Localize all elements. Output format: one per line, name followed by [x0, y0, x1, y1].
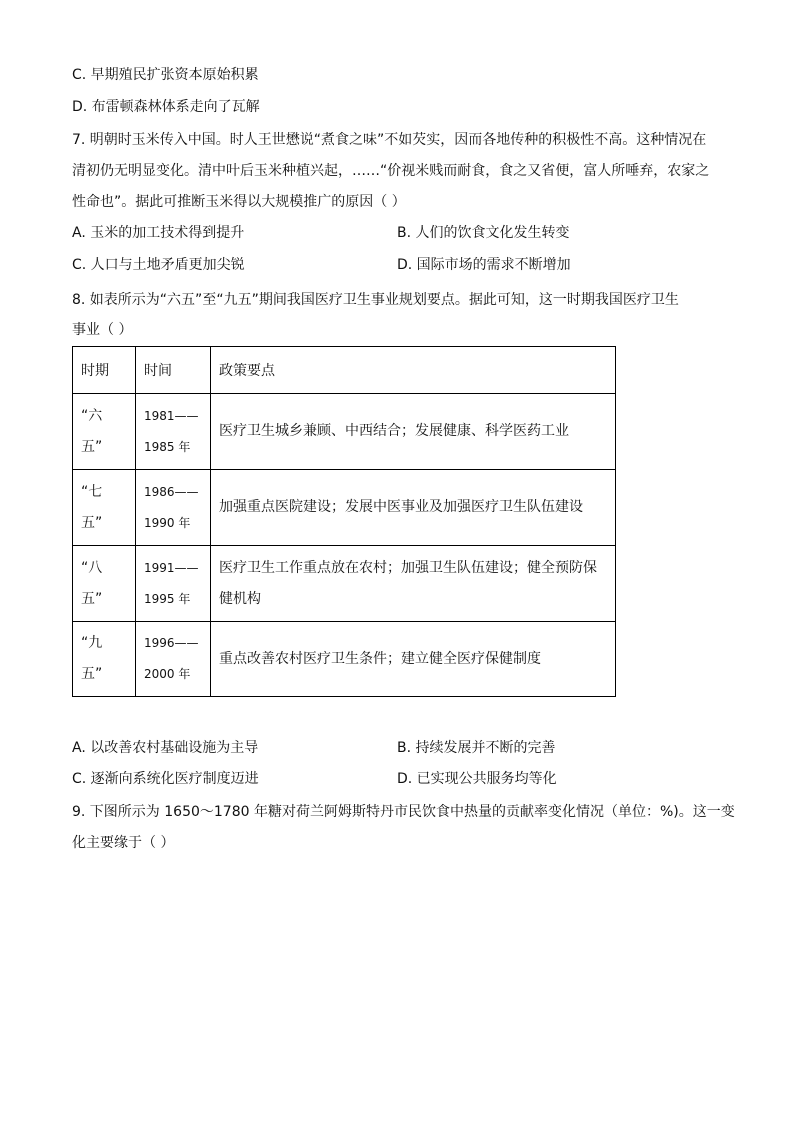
period-line: 五”: [81, 590, 103, 607]
prev-option-d: D. 布雷顿森林体系走向了瓦解: [72, 99, 260, 115]
period-line: 五”: [81, 514, 103, 531]
q8-option-b: B. 持续发展并不断的完善: [397, 740, 556, 756]
table-header-cell: 政策要点: [211, 347, 616, 394]
points-line: 医疗卫生城乡兼顾、中西结合；发展健康、科学医药工业: [219, 423, 569, 439]
years-line: 1995 年: [144, 591, 191, 606]
points-cell: [211, 394, 616, 470]
q8-option-a: A. 以改善农村基础设施为主导: [72, 740, 259, 756]
points-cell: [211, 622, 616, 697]
table-row: [73, 470, 616, 546]
table-row: [73, 622, 616, 697]
q8-stem-line: 8. 如表所示为“六五”至“九五”期间我国医疗卫生事业规划要点。据此可知，这一时期我国医疗卫生: [72, 292, 679, 308]
q9-stem-line: 化主要缘于（ ）: [72, 835, 175, 851]
q7-option-a: A. 玉米的加工技术得到提升: [72, 225, 245, 241]
years-cell: [136, 622, 211, 697]
period-cell: [73, 546, 136, 622]
points-cell: [211, 470, 616, 546]
years-line: 1991——: [144, 560, 199, 575]
period-cell: [73, 394, 136, 470]
points-line: 重点改善农村医疗卫生条件；建立健全医疗保健制度: [219, 650, 541, 667]
years-line: 1996——: [144, 636, 199, 650]
q8-option-c: C. 逐渐向系统化医疗制度迈进: [72, 771, 259, 787]
points-line: 医疗卫生工作重点放在农村；加强卫生队伍建设；健全预防保: [219, 559, 597, 576]
prev-option-c: C. 早期殖民扩张资本原始积累: [72, 67, 259, 83]
period-cell: [73, 622, 136, 697]
q7-option-b: B. 人们的饮食文化发生转变: [397, 225, 570, 241]
table-row: [73, 546, 616, 622]
years-line: 1981——: [144, 408, 199, 423]
q7-stem-line: 7. 明朝时玉米传入中国。时人王世懋说“煮食之味”不如芡实，因而各地传种的积极性不高。这种情况在: [72, 132, 707, 148]
period-line: “八: [81, 559, 103, 576]
years-cell: [136, 394, 211, 470]
period-line: 五”: [81, 666, 103, 682]
table-row: [73, 394, 616, 470]
table-header-cell: 时间: [136, 347, 211, 394]
q8-option-d: D. 已实现公共服务均等化: [397, 771, 557, 787]
points-line: 健机构: [219, 590, 261, 607]
period-line: “七: [81, 483, 103, 500]
period-line: “六: [81, 407, 103, 424]
years-line: 1985 年: [144, 439, 191, 454]
table-header-row: [73, 347, 616, 394]
q7-stem-line: 性命也”。据此可推断玉米得以大规模推广的原因（ ）: [72, 194, 406, 210]
years-cell: [136, 546, 211, 622]
health-plan-table: [72, 346, 616, 697]
points-cell: [211, 546, 616, 622]
q7-stem-line: 清初仍无明显变化。清中叶后玉米种植兴起，……“价视米贱而耐食，食之又省便，富人所唾弃，农家之: [72, 163, 710, 179]
q8-stem-line: 事业（ ）: [72, 322, 133, 338]
years-line: 1990 年: [144, 515, 191, 530]
q9-stem-line: 9. 下图所示为 1650～1780 年糖对荷兰阿姆斯特丹市民饮食中热量的贡献率变化情况（单位：%)。这一变: [72, 804, 735, 820]
points-line: 加强重点医院建设；发展中医事业及加强医疗卫生队伍建设: [219, 499, 583, 515]
years-line: 1986——: [144, 484, 199, 499]
years-cell: [136, 470, 211, 546]
period-line: “九: [81, 635, 103, 651]
period-line: 五”: [81, 438, 103, 455]
table-header-cell: 时期: [73, 347, 136, 394]
q7-option-d: D. 国际市场的需求不断增加: [397, 257, 571, 273]
period-cell: [73, 470, 136, 546]
q7-option-c: C. 人口与土地矛盾更加尖锐: [72, 257, 245, 273]
years-line: 2000 年: [144, 667, 191, 681]
